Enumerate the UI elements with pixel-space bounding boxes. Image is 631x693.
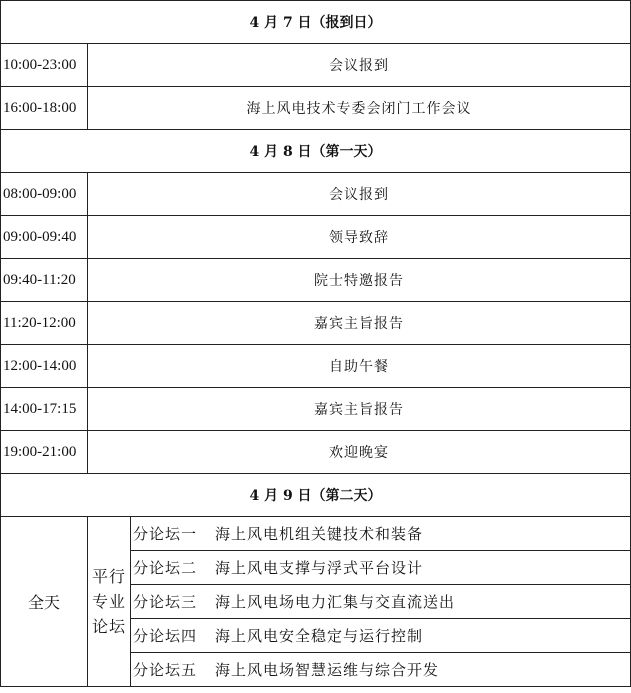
session-time: 09:00-09:40: [1, 216, 88, 259]
schedule-row: [1, 216, 631, 259]
forum-item: [131, 653, 631, 687]
session-time: 19:00-21:00: [1, 431, 88, 474]
session-time: 16:00-18:00: [1, 87, 88, 130]
forum-topic: 海上风电场智慧运维与综合开发: [215, 661, 440, 679]
forum-item: [131, 585, 631, 619]
forum-item: [131, 619, 631, 653]
session-event: 领导致辞: [88, 216, 631, 259]
forum-topic: 海上风电机组关键技术和装备: [215, 525, 424, 543]
forum-name: 分论坛四: [133, 627, 198, 645]
forum-name: 分论坛二: [133, 559, 198, 577]
session-event: 嘉宾主旨报告: [88, 388, 631, 431]
session-event: 欢迎晚宴: [88, 431, 631, 474]
day-header-row: [1, 474, 631, 517]
schedule-row: [1, 44, 631, 87]
forum-topic: 海上风电支撑与浮式平台设计: [215, 559, 424, 577]
session-time: 11:20-12:00: [1, 302, 88, 345]
all-day-label: 全天: [1, 517, 88, 687]
forum-group-line: 论坛: [91, 617, 126, 636]
day-title: 4 月 8 日（第一天）: [1, 130, 631, 173]
forum-item: [131, 551, 631, 585]
session-time: 08:00-09:00: [1, 173, 88, 216]
schedule-row: [1, 302, 631, 345]
session-time: 14:00-17:15: [1, 388, 88, 431]
session-event: 院士特邀报告: [88, 259, 631, 302]
parallel-forum-group-label: [88, 517, 131, 687]
forum-group-line: 专业: [91, 592, 126, 611]
day-title: 4 月 9 日（第二天）: [1, 474, 631, 517]
schedule-row: [1, 388, 631, 431]
session-event: 自助午餐: [88, 345, 631, 388]
schedule-row: [1, 259, 631, 302]
schedule-row: [1, 87, 631, 130]
schedule-row: [1, 173, 631, 216]
day-title: 4 月 7 日（报到日）: [1, 1, 631, 44]
schedule-row: [1, 431, 631, 474]
forum-name: 分论坛一: [133, 525, 198, 543]
session-event: 海上风电技术专委会闭门工作会议: [88, 87, 631, 130]
forum-item: [131, 517, 631, 551]
forum-name: 分论坛五: [133, 661, 198, 679]
forum-group-line: 平行: [91, 567, 126, 586]
schedule-row: [1, 345, 631, 388]
session-time: 12:00-14:00: [1, 345, 88, 388]
session-time: 09:40-11:20: [1, 259, 88, 302]
session-event: 会议报到: [88, 44, 631, 87]
forum-topic: 海上风电安全稳定与运行控制: [215, 627, 424, 645]
forum-name: 分论坛三: [133, 593, 198, 611]
session-event: 嘉宾主旨报告: [88, 302, 631, 345]
session-event: 会议报到: [88, 173, 631, 216]
day-header-row: [1, 130, 631, 173]
forum-topic: 海上风电场电力汇集与交直流送出: [215, 593, 456, 611]
forum-row: [1, 517, 631, 551]
session-time: 10:00-23:00: [1, 44, 88, 87]
day-header-row: [1, 1, 631, 44]
